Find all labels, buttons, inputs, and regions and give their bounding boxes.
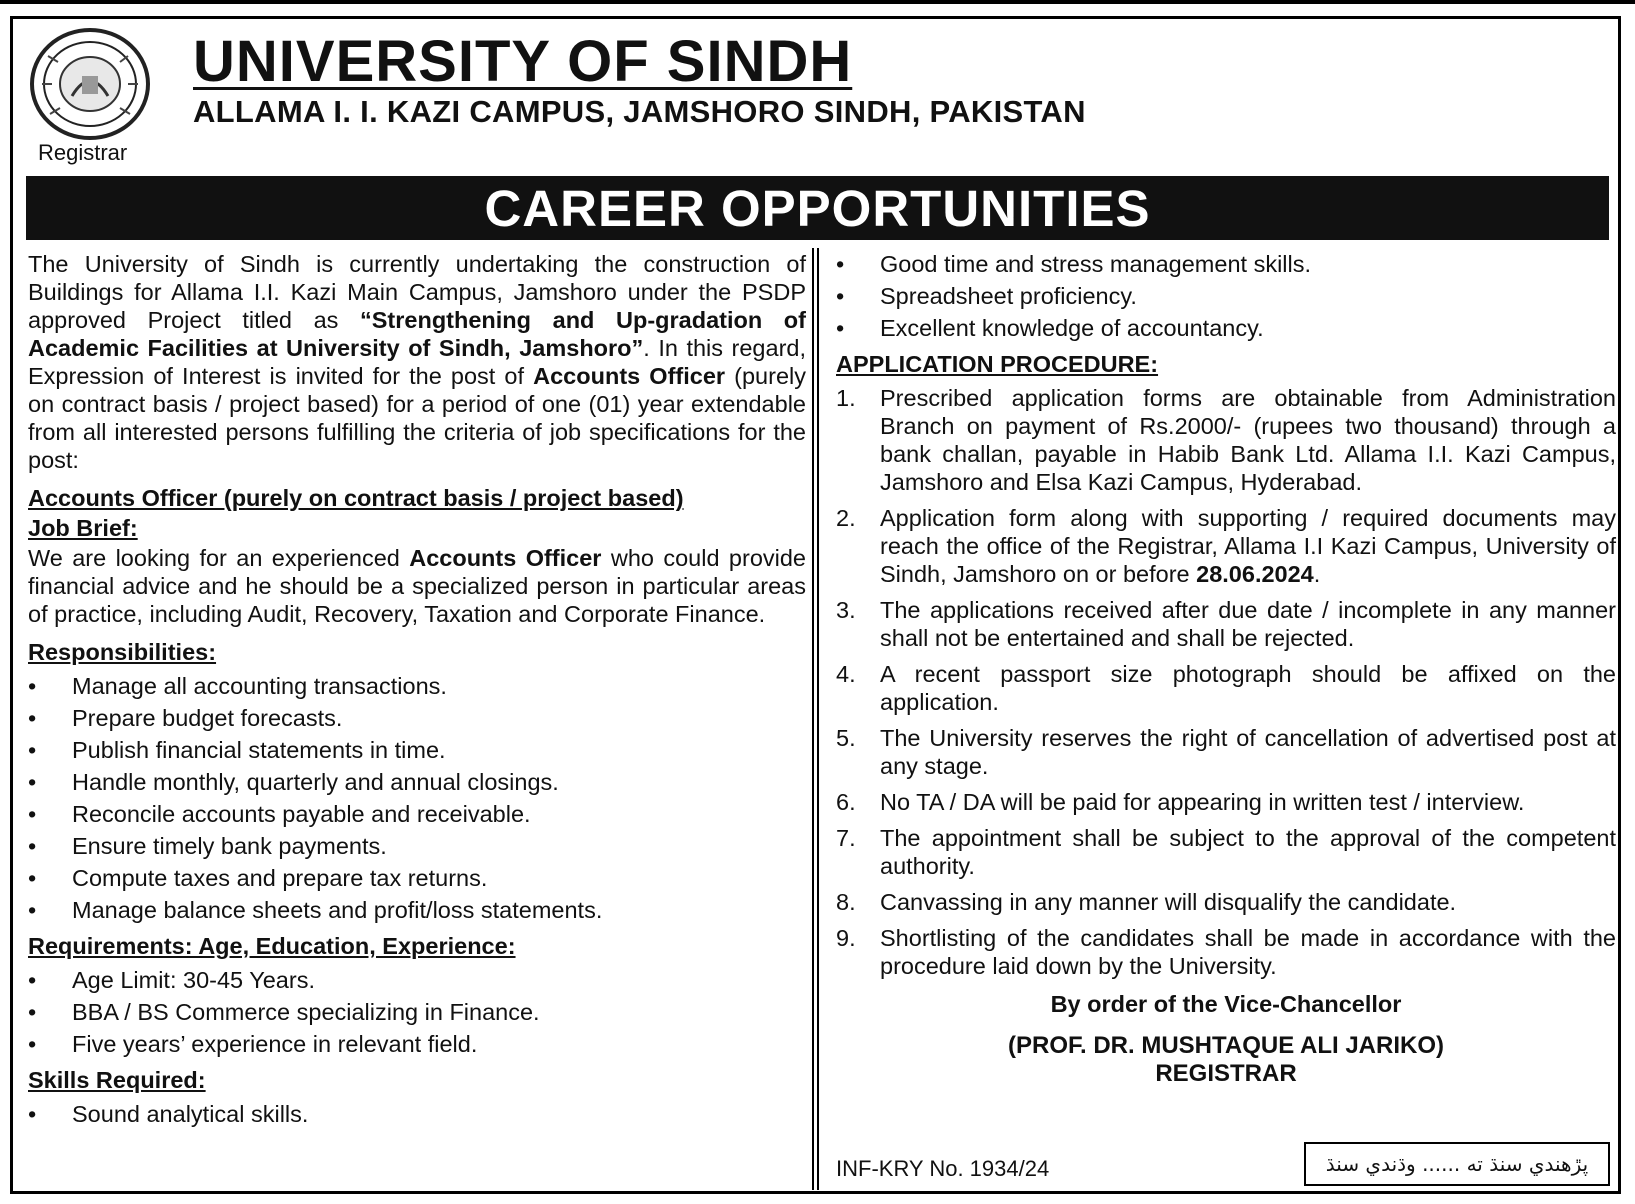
list-item: • Spreadsheet proficiency. (836, 283, 1137, 309)
bullet-icon: • (28, 705, 37, 731)
signatory-title: REGISTRAR (1155, 1060, 1297, 1087)
bullet-icon: • (836, 251, 845, 277)
list-item: • Manage balance sheets and profit/loss statements. (28, 897, 603, 923)
job-brief-paragraph (28, 544, 806, 628)
list-item: 3. The applications received after due date / incomplete in any manner shall not be entertained and shall be rejected. (836, 597, 1616, 651)
project-title: “Strengthening and Up-gradation of Academic Facilities at University of Sindh, Jamshoro” (28, 307, 806, 361)
university-seal-icon (28, 26, 158, 144)
bullet-icon: • (836, 283, 845, 309)
list-item: 8. Canvassing in any manner will disqualify the candidate. (836, 889, 1457, 915)
procedure-list (836, 384, 1616, 980)
university-title: UNIVERSITY OF SINDH (193, 29, 853, 94)
job-brief-post: Accounts Officer (409, 545, 602, 571)
list-item: • Good time and stress management skills. (836, 251, 1312, 277)
signatory (836, 1032, 1616, 1088)
bullet-icon: • (28, 673, 37, 699)
left-column (28, 250, 806, 1132)
intro-text-1: The University of Sindh is currently undertaking the construction of Buildings for Allama I.I. Kazi Main Campus, Jamshoro under the PSDP approved Project titled as (28, 251, 806, 333)
bullet-icon: • (28, 833, 37, 859)
list-item: 9. Shortlisting of the candidates shall be made in accordance with the procedure laid down by the University. (836, 925, 1616, 979)
sindhi-slogan-box: پڙهندي سنڌ ته ...... وڌندي سنڌ (1304, 1142, 1610, 1186)
list-item: 1. Prescribed application forms are obtainable from Administration Branch on payment of Rs.2000/- (rupees two thousand) through a bank challan, payable in Habib Bank Ltd. Allama I.I. Kazi Campus, Jamshoro and Elsa Kazi Campus, Hyderabad. (836, 385, 1616, 495)
by-order-line: By order of the Vice-Chancellor (1050, 991, 1402, 1017)
column-divider (812, 248, 819, 1190)
skills-list-right (836, 250, 1616, 342)
bullet-icon: • (28, 1031, 37, 1057)
list-item: 4. A recent passport size photograph should be affixed on the application. (836, 661, 1616, 715)
list-item: 6. No TA / DA will be paid for appearing in written test / interview. (836, 789, 1525, 815)
list-item: 2. Application form along with supporting / required documents may reach the office of the Registrar, Allama I.I Kazi Campus, University of Sindh, Jamshoro on or before 28.06.2024. (836, 505, 1616, 587)
bullet-icon: • (28, 1101, 37, 1127)
job-brief-heading: Job Brief: (28, 515, 138, 541)
job-brief-text-1: We are looking for an experienced (28, 545, 410, 571)
bullet-icon: • (28, 999, 37, 1025)
list-item: • Ensure timely bank payments. (28, 833, 387, 859)
list-item: • Age Limit: 30-45 Years. (28, 967, 315, 993)
procedure-heading: APPLICATION PROCEDURE: (836, 351, 1159, 377)
list-item: 7. The appointment shall be subject to the approval of the competent authority. (836, 825, 1616, 879)
deadline-date: 28.06.2024 (1196, 561, 1314, 587)
skills-heading: Skills Required: (28, 1067, 206, 1093)
bullet-icon: • (28, 769, 37, 795)
intro-text-3: (purely on contract basis / project based) for a period of one (01) year extendable from all interested persons fulfilling the criteria of job specifications for the post: (28, 363, 806, 473)
responsibilities-heading: Responsibilities: (28, 639, 217, 665)
list-item: • Manage all accounting transactions. (28, 673, 447, 699)
responsibilities-list (28, 672, 806, 924)
intro-paragraph (28, 250, 806, 474)
list-item: • Excellent knowledge of accountancy. (836, 315, 1264, 341)
campus-address: ALLAMA I. I. KAZI CAMPUS, JAMSHORO SINDH, PAKISTAN (193, 94, 1086, 129)
list-item: • Compute taxes and prepare tax returns. (28, 865, 488, 891)
list-item: • Publish financial statements in time. (28, 737, 446, 763)
bullet-icon: • (28, 897, 37, 923)
position-heading: Accounts Officer (purely on contract basis / project based) (28, 485, 684, 511)
bullet-icon: • (28, 865, 37, 891)
reference-number: INF-KRY No. 1934/24 (836, 1156, 1050, 1181)
list-item: 5. The University reserves the right of cancellation of advertised post at any stage. (836, 725, 1616, 779)
job-brief-text-2: who could provide financial advice and he should be a specialized person in particular areas of practice, including Audit, Recovery, Taxation and Corporate Finance. (28, 545, 807, 627)
intro-text-2: . In this regard, Expression of Interest is invited for the post of (28, 335, 806, 389)
requirements-heading: Requirements: Age, Education, Experience: (28, 933, 516, 959)
skills-list-left (28, 1100, 806, 1128)
bullet-icon: • (28, 737, 37, 763)
list-item: • Sound analytical skills. (28, 1101, 309, 1127)
bullet-icon: • (28, 801, 37, 827)
career-banner: CAREER OPPORTUNITIES (26, 176, 1609, 240)
top-rule (0, 0, 1635, 4)
registrar-label: Registrar (38, 140, 128, 165)
list-item: • Prepare budget forecasts. (28, 705, 343, 731)
bullet-icon: • (836, 315, 845, 341)
list-item: • Reconcile accounts payable and receivable. (28, 801, 531, 827)
bullet-icon: • (28, 967, 37, 993)
requirements-list (28, 966, 806, 1058)
list-item: • Handle monthly, quarterly and annual closings. (28, 769, 559, 795)
intro-post: Accounts Officer (533, 363, 726, 389)
right-column (836, 250, 1616, 1088)
list-item: • BBA / BS Commerce specializing in Finance. (28, 999, 540, 1025)
list-item: • Five years’ experience in relevant field. (28, 1031, 478, 1057)
signatory-name: (PROF. DR. MUSHTAQUE ALI JARIKO) (1008, 1032, 1444, 1059)
